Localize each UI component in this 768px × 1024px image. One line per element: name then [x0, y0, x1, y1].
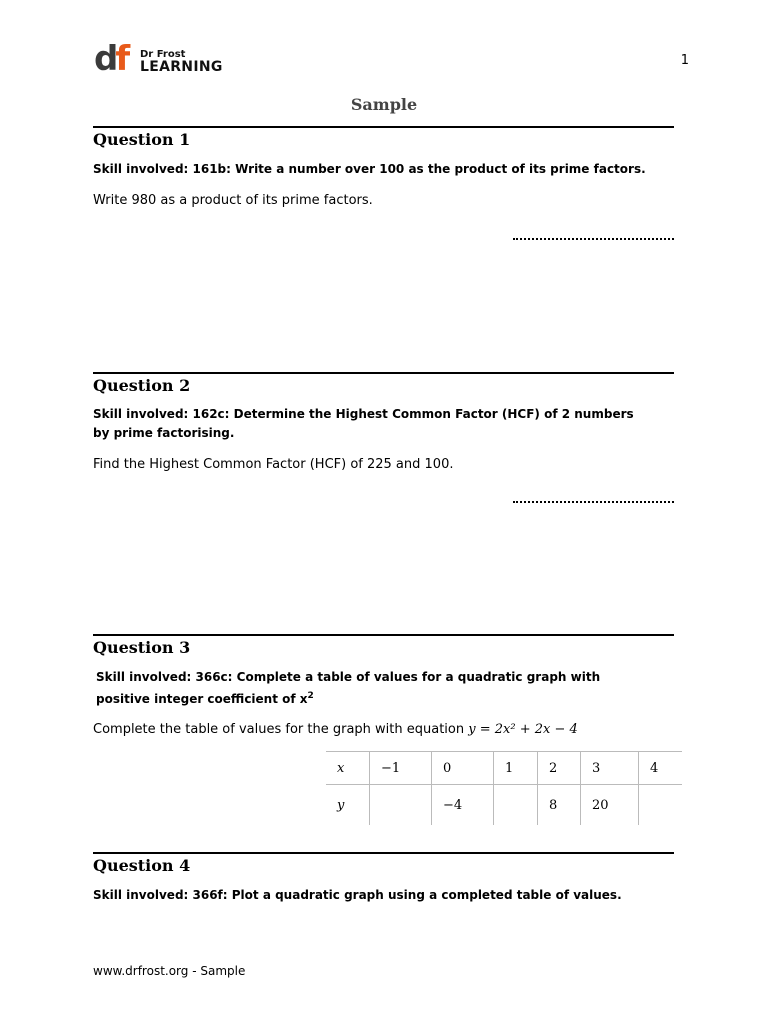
question-1-skill: Skill involved: 161b: Write a number over 100 as the product of its prime factors.	[93, 162, 646, 176]
question-3-prompt-text: Complete the table of values for the graph with equation	[93, 722, 465, 737]
question-3-prompt	[93, 722, 578, 737]
question-1-answer-line[interactable]	[513, 238, 674, 240]
question-2-heading: Question 2	[93, 376, 191, 395]
y-cell: 20	[581, 785, 639, 826]
x-cell: 4	[639, 752, 683, 785]
section-divider	[93, 372, 674, 374]
y-cell[interactable]	[639, 785, 683, 826]
x-cell: 0	[432, 752, 494, 785]
logo-line2: LEARNING	[140, 59, 223, 75]
question-2-prompt: Find the Highest Common Factor (HCF) of 225 and 100.	[93, 457, 454, 472]
question-2-skill: Skill involved: 162c: Determine the Highest Common Factor (HCF) of 2 numbers by prime factorising.	[93, 407, 634, 440]
y-cell[interactable]	[494, 785, 538, 826]
question-4-skill: Skill involved: 366f: Plot a quadratic graph using a completed table of values.	[93, 888, 622, 902]
drfrost-logo	[94, 39, 224, 79]
x-cell: 2	[538, 752, 581, 785]
question-4-heading: Question 4	[93, 856, 191, 875]
page-number: 1	[680, 53, 689, 68]
table-row-x	[326, 752, 682, 785]
question-3-skill-superscript: 2	[307, 691, 314, 701]
table-of-values	[326, 751, 682, 825]
question-3-skill	[96, 668, 656, 709]
section-divider	[93, 852, 674, 854]
table-row-y	[326, 785, 682, 826]
question-3-equation: y = 2x² + 2x − 4	[468, 722, 578, 737]
section-divider	[93, 634, 674, 636]
question-1-heading: Question 1	[93, 130, 191, 149]
logo-line1: Dr Frost	[140, 49, 186, 60]
footer-url: www.drfrost.org - Sample	[93, 964, 246, 978]
y-cell: −4	[432, 785, 494, 826]
question-3-heading: Question 3	[93, 638, 191, 657]
question-3-skill-text: Skill involved: 366c: Complete a table of values for a quadratic graph with positive integer coefficient of x	[96, 670, 601, 706]
x-cell: 1	[494, 752, 538, 785]
logo-mark: df	[94, 39, 128, 79]
x-label: x	[326, 752, 370, 785]
section-divider	[93, 126, 674, 128]
question-2-answer-line[interactable]	[513, 501, 674, 503]
question-1-prompt: Write 980 as a product of its prime factors.	[93, 193, 373, 208]
y-label: y	[337, 797, 345, 813]
page-title: Sample	[350, 95, 418, 114]
y-cell[interactable]	[370, 785, 432, 826]
x-cell: 3	[581, 752, 639, 785]
y-cell: 8	[538, 785, 581, 826]
x-cell: −1	[370, 752, 432, 785]
